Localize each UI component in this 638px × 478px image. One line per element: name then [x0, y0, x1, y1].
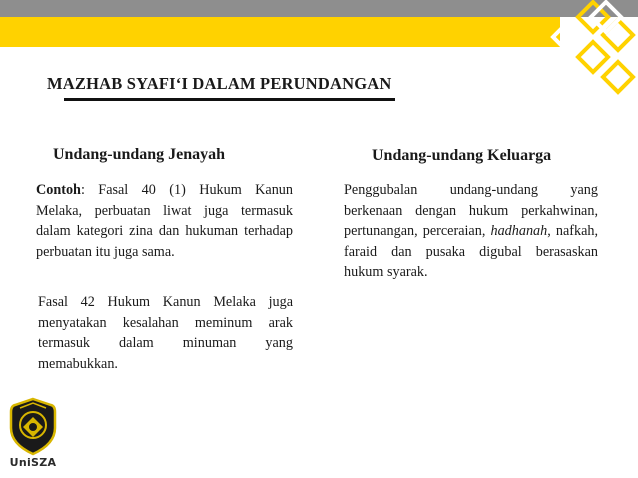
header-gray-strip — [0, 0, 638, 17]
right-text-end: , nafkah, faraid dan pusaka digubal berasaskan hukum syarak. — [344, 223, 599, 281]
example-label: Contoh — [36, 182, 81, 198]
left-paragraph-fasal-42: Fasal 42 Hukum Kanun Melaka juga menyatakan kesalahan meminum arak termasuk dalam minuman yang memabukkan. — [38, 294, 293, 372]
logo-text: UniSZA — [9, 456, 57, 468]
right-paragraph — [344, 180, 598, 283]
left-heading: Undang-undang Jenayah — [53, 146, 226, 163]
left-paragraph-example — [36, 180, 293, 262]
example-text: : Fasal 40 (1) Hukum Kanun Melaka, perbuatan liwat juga termasuk dalam kategori zina dan hukuman terhadap perbuatan itu juga sama. — [36, 182, 293, 260]
geometric-decoration-icon — [548, 0, 638, 100]
right-text-start: Penggubalan undang-undang yang berkenaan dengan hukum perkahwinan, pertunangan, perceraian, — [344, 182, 598, 240]
unisza-logo — [6, 396, 60, 468]
slide-title: MAZHAB SYAFI‘I DALAM PERUNDANGAN — [47, 74, 392, 93]
header-yellow-strip — [0, 17, 560, 47]
right-text-italic: hadhanah — [490, 223, 548, 240]
header-bar — [0, 0, 638, 47]
right-heading: Undang-undang Keluarga — [372, 147, 552, 164]
title-underline — [64, 98, 395, 101]
